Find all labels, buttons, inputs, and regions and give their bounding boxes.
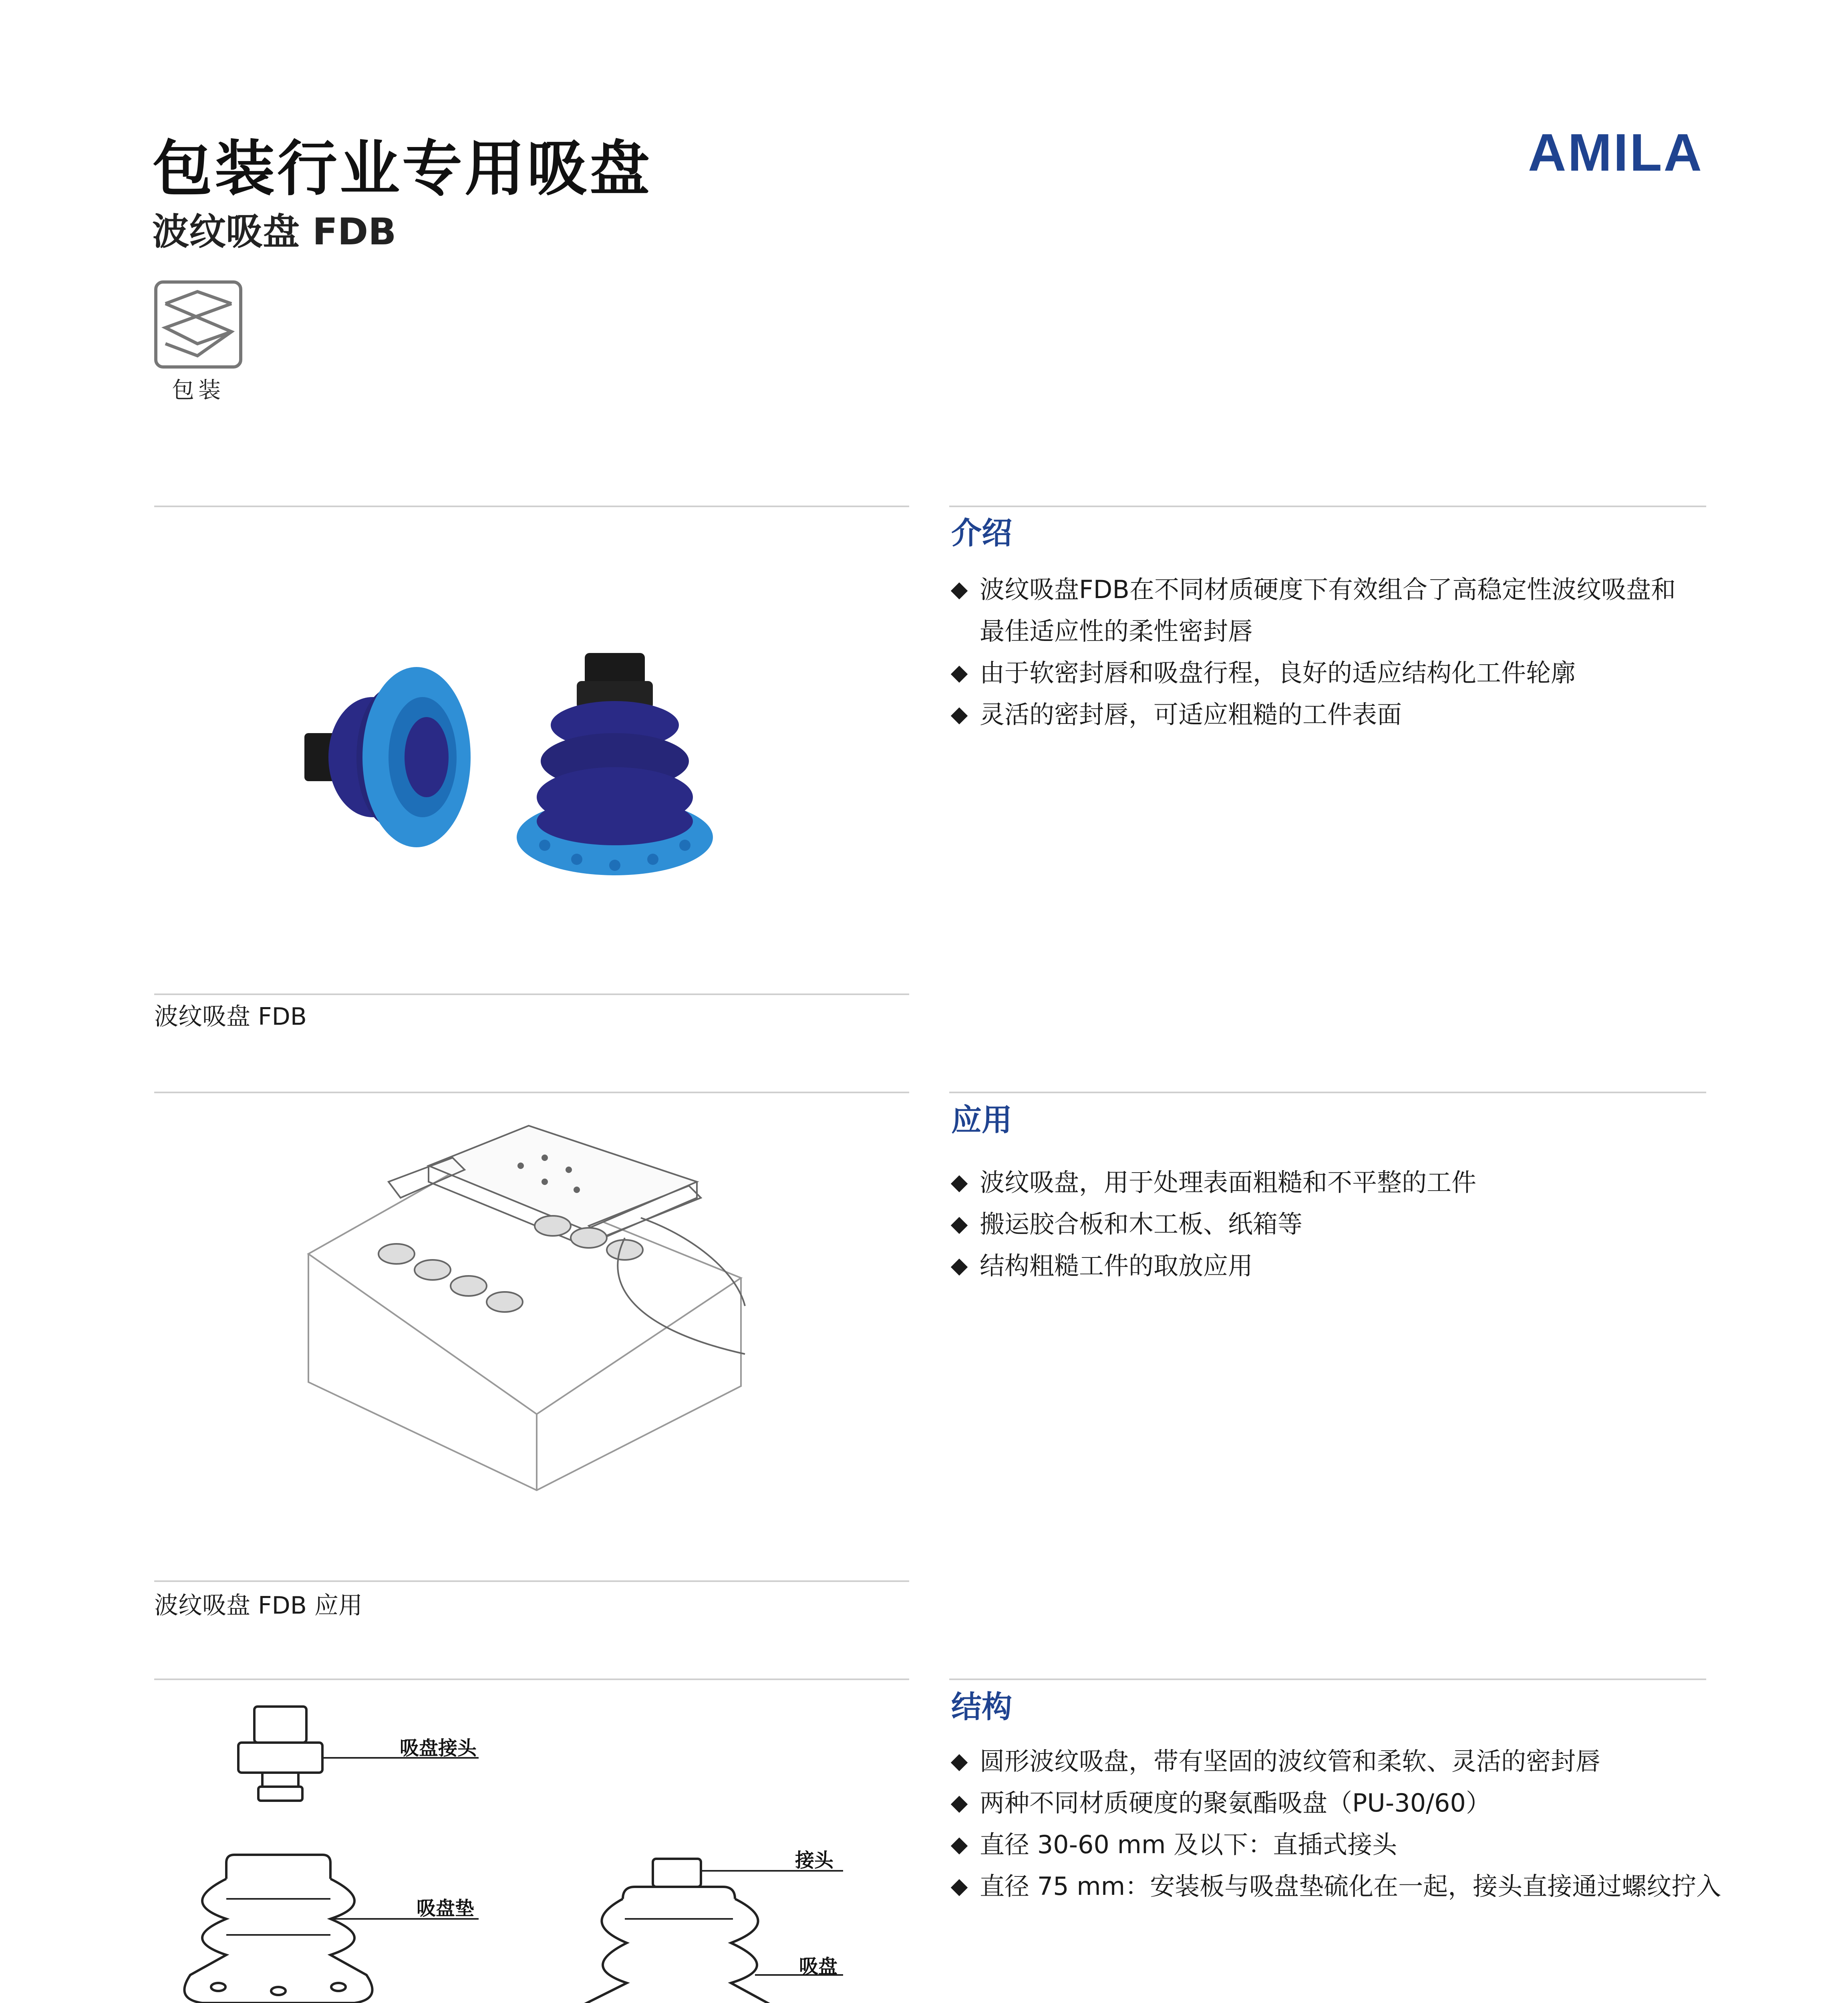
brand-logo: AMILA bbox=[1528, 123, 1703, 182]
bullet-icon bbox=[951, 1175, 968, 1192]
application-image-caption: 波纹吸盘 FDB 应用 bbox=[154, 1592, 363, 1620]
product-photo bbox=[280, 641, 761, 901]
category-label: 包装 bbox=[172, 377, 225, 403]
intro-image-caption: 波纹吸盘 FDB bbox=[154, 1003, 307, 1031]
label-fitting: 接头 bbox=[795, 1849, 834, 1872]
bullet-icon bbox=[951, 1754, 968, 1771]
bullet-icon bbox=[951, 666, 968, 683]
application-bullets bbox=[949, 1162, 1730, 1287]
bullet-icon bbox=[951, 1259, 968, 1276]
list-item: 波纹吸盘FDB在不同材质硬度下有效组合了高稳定性波纹吸盘和 bbox=[949, 569, 1730, 611]
label-connector: 吸盘接头 bbox=[400, 1737, 477, 1759]
divider bbox=[154, 1092, 909, 1093]
bullet-icon bbox=[951, 1838, 968, 1854]
structure-bullets bbox=[949, 1741, 1746, 1907]
intro-bullets bbox=[949, 569, 1730, 736]
page-title: 包装行业专用吸盘 bbox=[152, 134, 652, 204]
list-item: 波纹吸盘，用于处理表面粗糙和不平整的工件 bbox=[949, 1162, 1730, 1203]
bullet-icon bbox=[951, 707, 968, 724]
bullet-icon bbox=[951, 1796, 968, 1813]
list-item: 圆形波纹吸盘，带有坚固的波纹管和柔软、灵活的密封唇 bbox=[949, 1741, 1746, 1782]
application-heading: 应用 bbox=[951, 1102, 1012, 1138]
divider bbox=[154, 993, 909, 995]
list-item: 结构粗糙工件的取放应用 bbox=[949, 1245, 1730, 1287]
bullet-icon bbox=[951, 582, 968, 599]
list-item: 搬运胶合板和木工板、纸箱等 bbox=[949, 1203, 1730, 1245]
divider bbox=[154, 1580, 909, 1582]
bullet-icon bbox=[951, 1217, 968, 1234]
list-item: 直径 30-60 mm 及以下：直插式接头 bbox=[949, 1824, 1746, 1866]
divider bbox=[949, 1092, 1706, 1093]
divider bbox=[154, 506, 909, 507]
label-cup: 吸盘 bbox=[799, 1955, 838, 1978]
divider bbox=[154, 1679, 909, 1680]
divider bbox=[949, 1679, 1706, 1680]
package-icon bbox=[154, 280, 242, 369]
intro-heading: 介绍 bbox=[951, 515, 1012, 551]
list-item: 最佳适应性的柔性密封唇 bbox=[980, 617, 1253, 646]
page-subtitle: 波纹吸盘 FDB bbox=[152, 210, 397, 253]
list-item: 灵活的密封唇，可适应粗糙的工件表面 bbox=[949, 694, 1730, 736]
label-pad: 吸盘垫 bbox=[417, 1897, 475, 1920]
bullet-icon bbox=[951, 1879, 968, 1896]
list-item: 两种不同材质硬度的聚氨酯吸盘（PU-30/60） bbox=[949, 1782, 1746, 1824]
divider bbox=[949, 506, 1706, 507]
structure-heading: 结构 bbox=[951, 1689, 1012, 1725]
application-drawing bbox=[296, 1106, 761, 1498]
list-item: 直径 75 mm：安装板与吸盘垫硫化在一起，接头直接通过螺纹拧入 bbox=[949, 1866, 1746, 1907]
list-item: 由于软密封唇和吸盘行程，良好的适应结构化工件轮廓 bbox=[949, 652, 1730, 694]
